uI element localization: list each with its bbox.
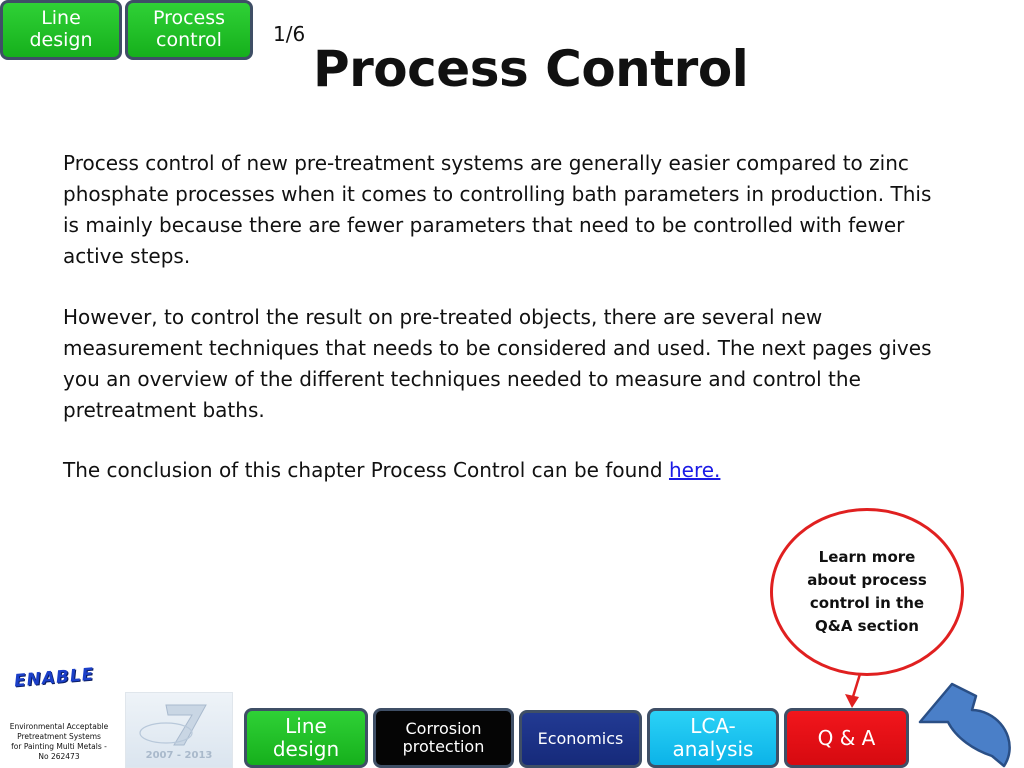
bottom-nav-lca-button[interactable] bbox=[647, 708, 779, 768]
caption-line-4: No 262473 bbox=[38, 752, 80, 761]
economics-label: Economics bbox=[537, 728, 624, 748]
body-paragraph-1: Process control of new pre-treatment systems are generally easier compared to zinc phosphate processes when it comes to controlling bath parameters in production. This is mainly because there are fewer parameters that need to be controlled with fewer active steps. bbox=[63, 151, 932, 268]
conclusion-here-link[interactable]: here. bbox=[668, 458, 721, 482]
corrosion-label-1: Corrosion bbox=[405, 718, 482, 738]
callout-line-1: Learn more bbox=[818, 548, 916, 566]
fp7-logo-icon bbox=[126, 693, 234, 751]
lca-label-1: LCA- bbox=[690, 714, 736, 738]
lca-label-2: analysis bbox=[672, 737, 754, 761]
top-nav-process-control-label-1: Process bbox=[152, 7, 226, 30]
caption-line-3: for Painting Multi Metals - bbox=[11, 742, 107, 751]
bottom-nav-corrosion-button[interactable] bbox=[373, 708, 514, 768]
top-nav-process-control-button[interactable] bbox=[125, 0, 253, 60]
page-title: Process Control bbox=[313, 40, 749, 98]
caption-line-2: Pretreatment Systems bbox=[17, 732, 101, 741]
callout-pointer-icon bbox=[840, 670, 870, 710]
enable-logo: ENABLE bbox=[13, 664, 96, 692]
bottom-nav-economics-button[interactable] bbox=[519, 710, 642, 768]
body-paragraph-3 bbox=[63, 455, 943, 486]
top-nav-line-design-label-2: design bbox=[29, 29, 93, 51]
bottom-nav-qa-button[interactable] bbox=[784, 708, 909, 768]
curved-back-arrow-icon[interactable] bbox=[912, 676, 1022, 768]
body-paragraph-2: However, to control the result on pre-treated objects, there are several new measurement techniques that needs to be considered and used. The next pages gives you an overview of the different techniques needed to measure and control the pretreatment baths. bbox=[63, 305, 932, 422]
bottom-line-design-label-1: Line bbox=[285, 714, 327, 738]
body-paragraph-3-text: The conclusion of this chapter Process Control can be found bbox=[63, 458, 669, 482]
fp7-logo bbox=[125, 692, 233, 768]
fp7-years: 2007 - 2013 bbox=[145, 750, 213, 761]
bottom-nav-line-design-button[interactable] bbox=[244, 708, 368, 768]
qa-callout[interactable] bbox=[770, 508, 964, 676]
corrosion-label-2: protection bbox=[402, 737, 485, 756]
top-nav-process-control-label-2: control bbox=[156, 29, 222, 51]
page-counter: 1/6 bbox=[273, 22, 306, 46]
top-nav-line-design-label-1: Line bbox=[41, 7, 81, 30]
callout-line-3: control in the bbox=[809, 594, 925, 612]
caption-line-1: Environmental Acceptable bbox=[9, 722, 109, 731]
callout-line-4: Q&A section bbox=[815, 617, 919, 635]
bottom-line-design-label-2: design bbox=[272, 737, 340, 761]
enable-caption bbox=[0, 722, 118, 762]
qa-label: Q & A bbox=[817, 725, 876, 750]
top-nav-line-design-button[interactable] bbox=[0, 0, 122, 60]
callout-line-2: about process bbox=[807, 571, 927, 589]
